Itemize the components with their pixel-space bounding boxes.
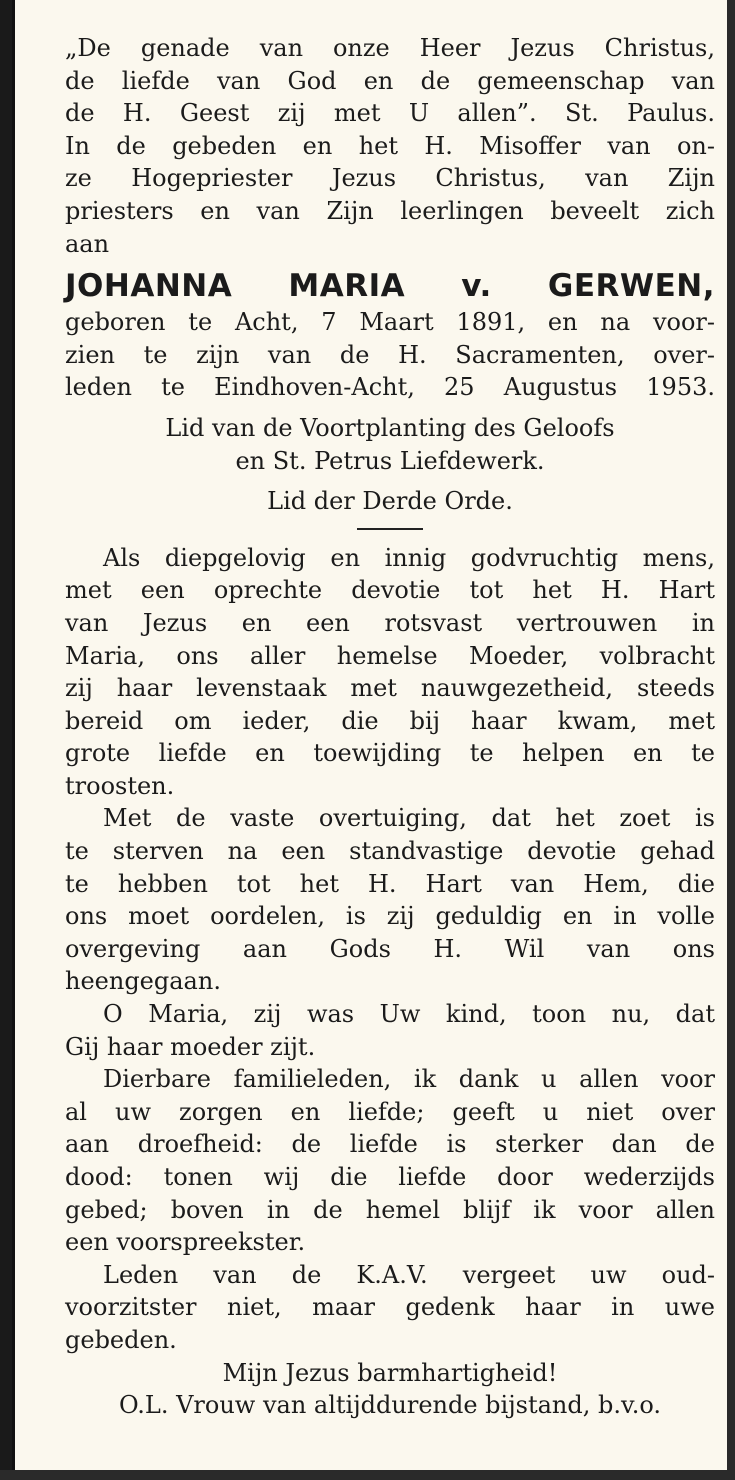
paragraph-line: O Maria, zij was Uw kind, toon nu, dat xyxy=(103,1000,715,1029)
paragraph-line: Met de vaste overtuiging, dat het zoet is xyxy=(103,804,715,833)
intro-line: priesters en van Zijn leerlingen beveelt zich xyxy=(65,196,715,225)
paragraph-line: een voorspreekster. xyxy=(65,1228,306,1257)
quote-line: de H. Geest zij met U allen”. St. Paulus. xyxy=(65,99,715,128)
paragraph-line: Als diepgelovig en innig godvruchtig mens, xyxy=(103,543,715,572)
opening-quote xyxy=(65,32,715,130)
intro-text xyxy=(65,130,715,260)
scan-edge-right xyxy=(727,0,735,1480)
quote-line: „De genade van onze Heer Jezus Christus, xyxy=(65,34,715,62)
intro-line: ze Hogepriester Jezus Christus, van Zijn xyxy=(65,164,715,193)
birth-death-line: geboren te Acht, 7 Maart 1891, en na voor- xyxy=(65,308,715,337)
prayer-line: Mijn Jezus barmhartigheid! xyxy=(222,1358,558,1387)
paragraph-line: heengegaan. xyxy=(65,967,221,996)
paragraph-kav xyxy=(65,1259,715,1357)
paragraph-line: aan droefheid: de liefde is sterker dan de xyxy=(65,1130,715,1159)
paragraph-line: gebed; boven in de hemel blijf ik voor allen xyxy=(65,1195,715,1224)
birth-death-line: leden te Eindhoven-Acht, 25 Augustus 1953. xyxy=(65,373,715,402)
birth-death-line: zien te zijn van de H. Sacramenten, over- xyxy=(65,340,715,369)
paragraph-line: voorzitster niet, maar gedenk haar in uwe xyxy=(65,1293,715,1322)
paragraph-line: troosten. xyxy=(65,771,175,800)
paragraph-line: gebeden. xyxy=(65,1325,177,1354)
quote-line: de liefde van God en de gemeenschap van xyxy=(65,66,715,95)
paragraph-line: bereid om ieder, die bij haar kwam, met xyxy=(65,706,715,735)
membership-line: Lid van de Voortplanting des Geloofs xyxy=(165,413,615,442)
paragraph-line: dood: tonen wij die liefde door wederzijds xyxy=(65,1163,715,1191)
paragraph-line: Gij haar moeder zijt. xyxy=(65,1032,316,1061)
scan-edge-bottom xyxy=(0,1470,735,1480)
card-text xyxy=(65,32,715,1422)
paragraph-family xyxy=(65,1063,715,1259)
paragraph-line: zij haar levenstaak met nauwgezetheid, steeds xyxy=(65,674,715,703)
paragraph-devotion xyxy=(65,542,715,803)
intro-line: aan xyxy=(65,229,110,258)
paragraph-line: overgeving aan Gods H. Wil van ons xyxy=(65,934,715,963)
paragraph-line: al uw zorgen en liefde; geeft u niet over xyxy=(65,1097,715,1126)
paragraph-line: te hebben tot het H. Hart van Hem, die xyxy=(65,869,715,898)
paragraph-line: grote liefde en toewijding te helpen en te xyxy=(65,739,715,768)
paragraph-line: met een oprechte devotie tot het H. Hart xyxy=(65,576,715,605)
paragraph-line: van Jezus en een rotsvast vertrouwen in xyxy=(65,608,715,637)
membership-line: en St. Petrus Liefdewerk. xyxy=(235,446,545,475)
paragraph-maria xyxy=(65,998,715,1063)
membership-line: Lid der Derde Orde. xyxy=(267,487,513,516)
paragraph-line: Maria, ons aller hemelse Moeder, volbracht xyxy=(65,641,715,670)
paragraph-conviction xyxy=(65,802,715,998)
paragraph-line: te sterven na een standvastige devotie gehad xyxy=(65,837,715,866)
paragraph-line: Leden van de K.A.V. vergeet uw oud- xyxy=(103,1260,715,1289)
intro-line: In de gebeden en het H. Misoffer van on- xyxy=(65,131,715,160)
divider-rule xyxy=(357,528,423,530)
memorial-card xyxy=(12,0,727,1470)
paragraph-line: ons moet oordelen, is zij geduldig en in volle xyxy=(65,902,715,931)
paragraph-line: Dierbare familieleden, ik dank u allen voor xyxy=(103,1065,715,1094)
prayer-line: O.L. Vrouw van altijddurende bijstand, b.v.o. xyxy=(118,1391,661,1420)
memberships xyxy=(65,412,715,518)
deceased-name: JOHANNA MARIA v. GERWEN, xyxy=(65,268,715,305)
birth-death-text xyxy=(65,306,715,404)
